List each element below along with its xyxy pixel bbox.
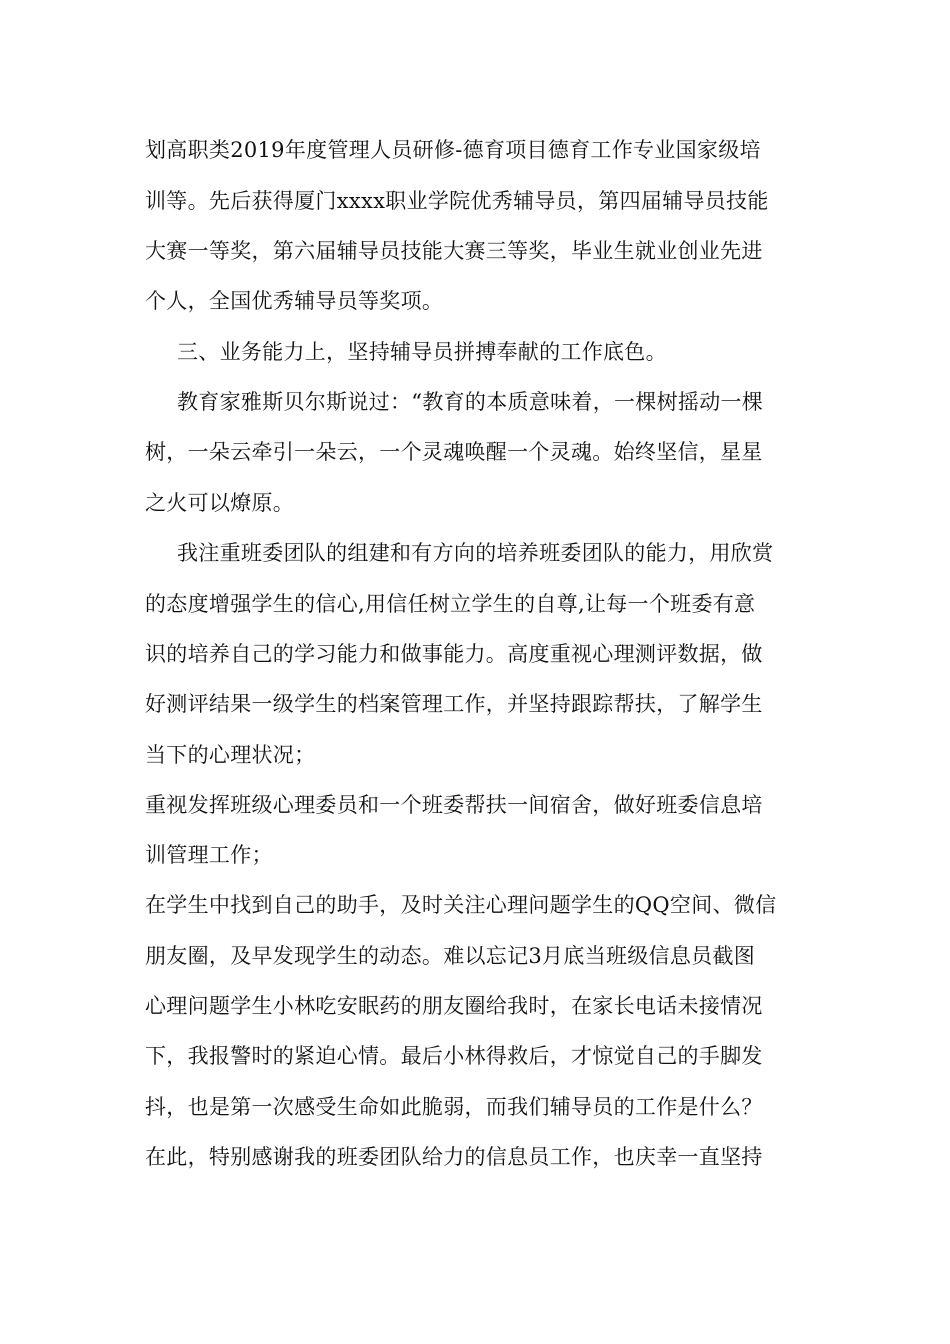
text-line: 在此，特别感谢我的班委团队给力的信息员工作，也庆幸一直坚持 [145, 1145, 763, 1169]
text-line: 我注重班委团队的组建和有方向的培养班委团队的能力，用欣赏 [177, 541, 774, 565]
text-line: 训等。先后获得厦门xxxx职业学院优秀辅导员，第四届辅导员技能 [145, 189, 769, 213]
text-line: 训管理工作； [145, 843, 273, 867]
text-line: 识的培养自己的学习能力和做事能力。高度重视心理测评数据，做 [145, 642, 763, 666]
text-line: 朋友圈，及早发现学生的动态。难以忘记3月底当班级信息员截图 [145, 944, 756, 968]
text-line: 好测评结果一级学生的档案管理工作，并坚持跟踪帮扶，了解学生 [145, 692, 763, 716]
text-line: 树，一朵云牵引一朵云，一个灵魂唤醒一个灵魂。始终坚信，星星 [145, 440, 763, 464]
text-line: 抖，也是第一次感受生命如此脆弱，而我们辅导员的工作是什么？ [145, 1095, 763, 1119]
text-line: 教育家雅斯贝尔斯说过：“教育的本质意味着，一棵树摇动一棵 [177, 390, 764, 414]
text-line: 之火可以燎原。 [145, 491, 295, 515]
text-line: 的态度增强学生的信心,用信任树立学生的自尊,让每一个班委有意 [145, 592, 756, 616]
text-line: 划高职类2019年度管理人员研修-德育项目德育工作专业国家级培 [145, 138, 761, 162]
text-line: 当下的心理状况； [145, 743, 316, 767]
text-line: 下，我报警时的紧迫心情。最后小林得救后，才惊觉自己的手脚发 [145, 1044, 763, 1068]
text-line: 心理问题学生小林吃安眠药的朋友圈给我时，在家长电话未接情况 [145, 994, 763, 1018]
text-line: 大赛一等奖，第六届辅导员技能大赛三等奖，毕业生就业创业先进 [145, 239, 763, 263]
section-heading: 三、业务能力上，坚持辅导员拼搏奉献的工作底色。 [177, 340, 667, 364]
text-line: 在学生中找到自己的助手，及时关注心理问题学生的QQ空间、微信 [145, 893, 777, 917]
text-line: 个人，全国优秀辅导员等奖项。 [145, 289, 444, 313]
text-line: 重视发挥班级心理委员和一个班委帮扶一间宿舍，做好班委信息培 [145, 793, 763, 817]
